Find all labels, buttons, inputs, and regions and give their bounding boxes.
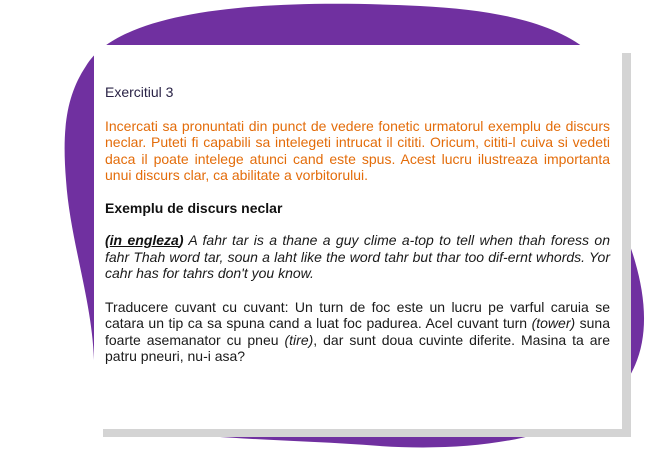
example-text: A fahr tar is a thane a guy clime a-top to tell when thah foress on fahr Thah word tar, soun a laht like the word tahr but thar too dif-ernt whords. Yor cahr has for tahrs don't you know. — [105, 232, 610, 281]
language-tag-close: ) — [178, 232, 184, 248]
translation-paragraph — [105, 299, 610, 365]
exercise-card — [94, 45, 622, 429]
language-tag-open: ( — [105, 232, 110, 248]
translation-text-1: Traducere cuvant cu cuvant: Un turn de foc este un lucru pe varful caruia se catara un tip ca sa spuna cand a luat foc padurea. Acel cuvant turn — [105, 298, 610, 331]
translation-text-3: , dar sunt doua cuvinte diferite. Masina ta are patru pneuri, nu-i asa? — [105, 331, 610, 364]
example-heading: Exemplu de discurs neclar — [105, 199, 283, 216]
language-tag-word: in engleza — [109, 232, 179, 248]
translation-term-tower: (tower) — [531, 315, 576, 331]
translation-term-tire: (tire) — [284, 331, 314, 348]
language-tag — [105, 232, 184, 248]
exercise-title: Exercitiul 3 — [105, 84, 174, 100]
example-paragraph — [105, 232, 610, 282]
exercise-instructions: Incercati sa pronuntati din punct de vedere fonetic urmatorul exemplu de discurs neclar. Puteti fi capabili sa intelegeti intrucat il cititi. Oricum, cititi-l cuiva si vedeti daca il poate intelege atunci cand este spus. Acest lucru ilustreaza importanta unui discurs clar, ca abilitate a vorbitorului. — [105, 117, 610, 183]
translation-text-2: suna foarte asemanator cu pneu — [105, 315, 611, 348]
